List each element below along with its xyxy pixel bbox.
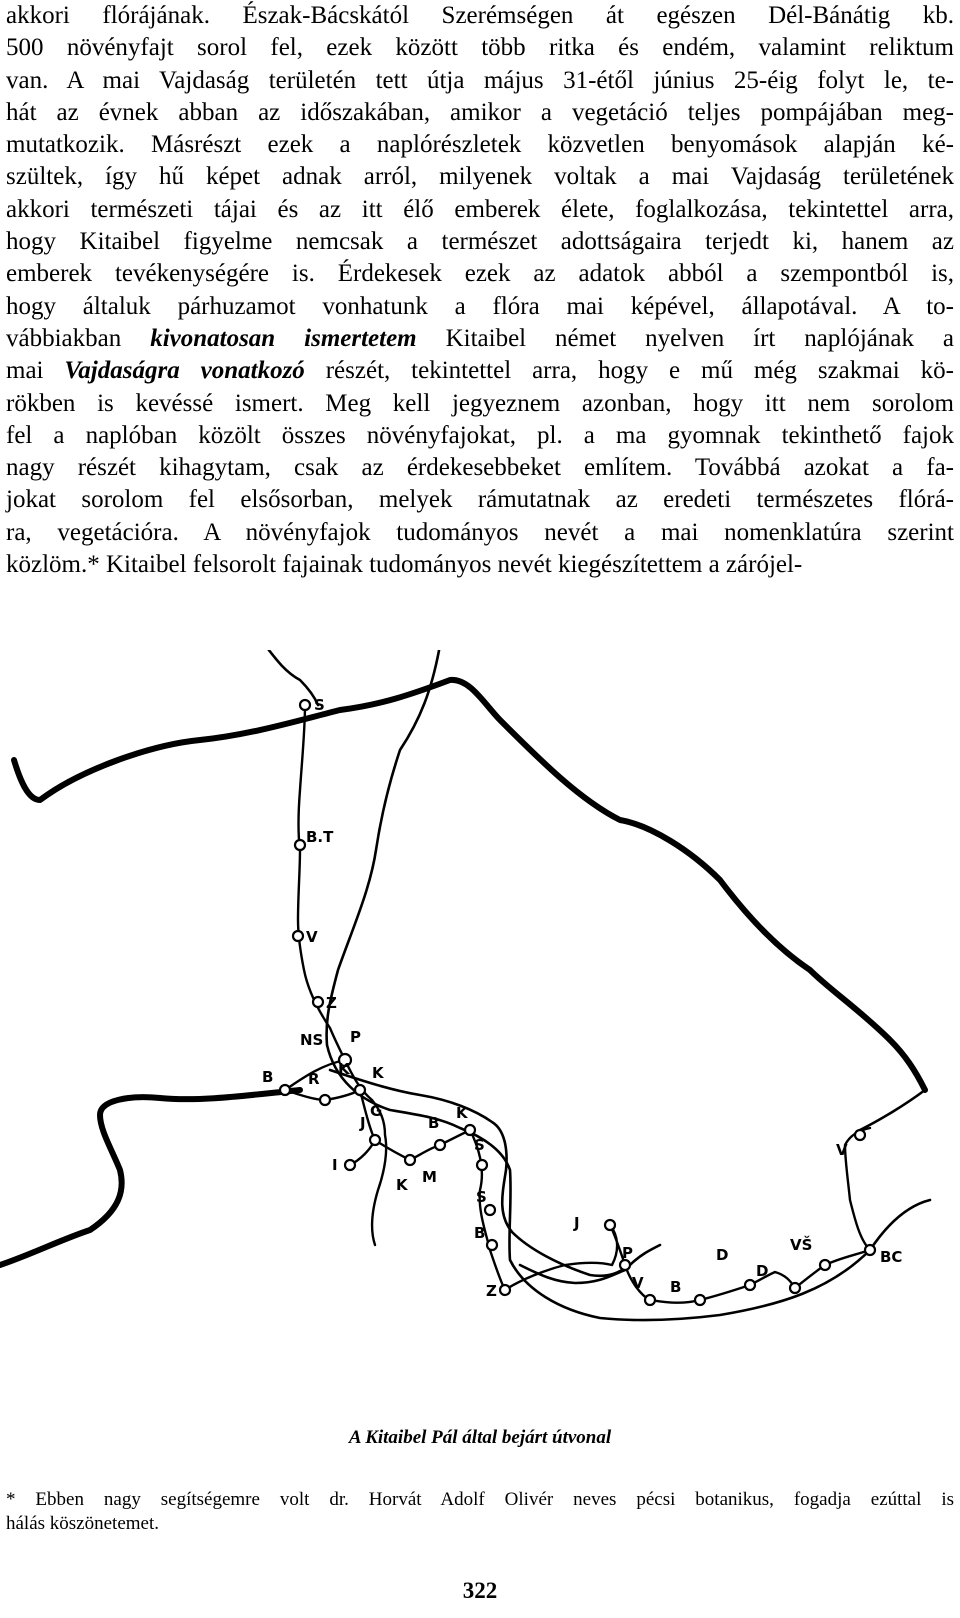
map-label: J: [574, 1214, 580, 1232]
map-label: K: [372, 1064, 384, 1082]
route-map-svg: [0, 650, 960, 1370]
map-label: BC: [880, 1248, 903, 1266]
map-label: B: [474, 1224, 486, 1242]
map-label: G: [370, 1102, 383, 1120]
body-line: [6, 355, 954, 387]
map-label: K: [456, 1104, 468, 1122]
map-label: B: [428, 1114, 440, 1132]
emphasis-text: kivonatosan ismertetem: [150, 324, 417, 352]
map-label: D: [716, 1246, 729, 1264]
body-line: van. A mai Vajdaság területén tett útja május 31-étől június 25-éig folyt le, te-: [6, 66, 954, 94]
stop-marker: [605, 1220, 615, 1230]
border-north-west: [14, 680, 925, 1090]
stop-marker: [435, 1140, 445, 1150]
river-east: [860, 1090, 925, 1130]
route-east: [505, 1128, 870, 1303]
map-label: P: [622, 1244, 633, 1262]
map-label: B.T: [306, 828, 334, 846]
body-line: emberek tevékenységére is. Érdekesek ezek az adatok abból a szempontból is,: [6, 260, 954, 288]
stop-marker: [293, 931, 303, 941]
stop-marker: [345, 1160, 355, 1170]
body-line: nagy részét kihagytam, csak az érdekesebbeket említem. Továbbá azokat a fa-: [6, 454, 954, 482]
map-label: S: [314, 696, 325, 714]
stop-marker: [745, 1280, 755, 1290]
stop-marker: [855, 1130, 865, 1140]
body-line: szültek, így hű képet adnak arról, milyenek voltak a mai Vajdaság területének: [6, 163, 954, 191]
body-text: [6, 0, 954, 581]
river-north: [265, 650, 318, 705]
map-label: NS: [300, 1031, 324, 1049]
stop-marker: [280, 1085, 290, 1095]
body-line: [6, 323, 954, 355]
footnote: [6, 1488, 954, 1536]
body-line: jokat sorolom fel elsősorban, melyek rámutatnak az eredeti természetes flórá-: [6, 486, 954, 514]
map-label: P: [350, 1028, 361, 1046]
body-line-text: részét, tekintettel arra, hogy e mű még szakmai kö-: [304, 357, 954, 385]
body-line: hogy Kitaibel figyelme nemcsak a természet adottságaira terjedt ki, hanem az: [6, 228, 954, 256]
stop-marker: [820, 1260, 830, 1270]
stop-marker: [320, 1095, 330, 1105]
map-caption: A Kitaibel Pál által bejárt útvonal: [348, 1427, 612, 1448]
map-label: Z: [486, 1282, 497, 1300]
body-line-text: mai: [6, 357, 65, 385]
body-line: akkori flórájának. Észak-Bácskától Szerémségen át egészen Dél-Bánátig kb.: [6, 2, 954, 29]
stop-marker: [790, 1283, 800, 1293]
map-label: V: [632, 1274, 644, 1292]
map-label: B: [262, 1068, 274, 1086]
stop-marker: [300, 700, 310, 710]
body-line: fel a naplóban közölt összes növényfajokat, pl. a ma gyomnak tekinthető fajok: [6, 421, 954, 449]
stop-marker: [695, 1295, 705, 1305]
map-label: V: [836, 1141, 848, 1159]
route-main: [298, 705, 386, 1245]
body-line: közlöm.* Kitaibel felsorolt fajainak tudományos nevét kiegészítettem a zárójel-: [6, 551, 803, 579]
stop-marker: [465, 1125, 475, 1135]
map-label: K: [338, 1060, 350, 1078]
footnote-line: * Ebben nagy segítségemre volt dr. Horvát Adolf Olivér neves pécsi botanikus, fogadja ezúttal is: [6, 1489, 954, 1510]
stop-marker: [487, 1240, 497, 1250]
border-west-lower: [0, 1090, 300, 1265]
map-label: J: [360, 1114, 366, 1132]
stop-marker: [405, 1155, 415, 1165]
river-tisza: [327, 650, 930, 1320]
stop-marker: [865, 1245, 875, 1255]
route-west-branch: [285, 1060, 375, 1165]
map-label: M: [422, 1168, 437, 1186]
route-labels: [262, 696, 902, 1300]
stop-marker: [295, 840, 305, 850]
map-label: R: [308, 1070, 320, 1088]
body-line: hogy általuk párhuzamot vonhatunk a flóra mai képével, állapotával. A to-: [6, 292, 954, 320]
map-label: V: [306, 928, 318, 946]
body-line: hát az évnek abban az időszakában, amikor a vegetáció teljes pompájában meg-: [6, 98, 954, 126]
stop-marker: [313, 997, 323, 1007]
page-number: 322: [462, 1578, 498, 1603]
body-line-text: Kitaibel német nyelven írt naplójának a: [416, 324, 955, 352]
stop-marker: [355, 1085, 365, 1095]
stop-marker: [477, 1160, 487, 1170]
map-label: S: [474, 1136, 485, 1154]
map-label: Z: [326, 994, 337, 1012]
body-line: mutatkozik. Másrészt ezek a naplórészletek közvetlen benyomások alapján ké-: [6, 131, 954, 159]
body-line-text: vábbiakban: [6, 324, 151, 352]
body-line: rökben is kevéssé ismert. Meg kell jegyeznem azonban, hogy itt nem sorolom: [6, 389, 954, 417]
stop-marker: [500, 1285, 510, 1295]
map-label: I: [332, 1156, 338, 1174]
body-line: ra, vegetációra. A növényfajok tudományos nevét a mai nomenklatúra szerint: [6, 518, 954, 546]
route-map: [0, 650, 960, 1370]
map-label: B: [670, 1278, 682, 1296]
map-label: S: [476, 1188, 487, 1206]
footnote-line: hálás köszönetemet.: [6, 1513, 160, 1534]
stop-marker: [645, 1295, 655, 1305]
map-label: D: [756, 1262, 769, 1280]
map-label: VŠ: [790, 1236, 813, 1254]
body-line: 500 növényfajt sorol fel, ezek között több ritka és endém, valamint reliktum: [6, 34, 954, 62]
body-line: akkori természeti tájai és az itt élő emberek élete, foglalkozása, tekintettel arra,: [6, 195, 954, 223]
map-label: K: [396, 1176, 408, 1194]
stop-marker: [485, 1205, 495, 1215]
stop-marker: [370, 1135, 380, 1145]
emphasis-text: Vajdaságra vonatkozó: [64, 357, 305, 385]
